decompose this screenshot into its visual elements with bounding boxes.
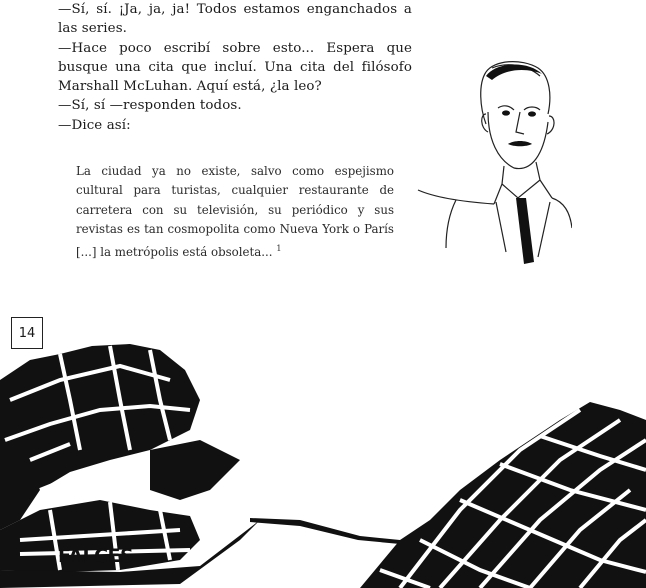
dialogue-line: —Hace poco escribí sobre esto... Espera que busque una cita que incluí. Una cita del filósofo Marshall McLuhan. Aquí está, ¿la leo?: [58, 40, 412, 95]
map-label: FALCES: [58, 545, 134, 567]
portrait-illustration: [416, 52, 572, 264]
block-quote: [76, 162, 394, 262]
dialogue-line: —Sí, sí. ¡Ja, ja, ja! Todos estamos enganchados a las series.: [58, 2, 412, 37]
page-number: 14: [11, 317, 43, 349]
dialogue-text: [58, 0, 412, 135]
quote-text: La ciudad ya no existe, salvo como espejismo cultural para turistas, cualquier restaurante de carretera con su televisión, su periódico y sus revistas es tan cosmopolita como Nueva York o París [...] la metrópolis está obsoleta...: [76, 164, 394, 260]
dialogue-line: —Sí, sí —responden todos.: [58, 98, 242, 114]
dialogue-line: —Dice así:: [58, 117, 131, 133]
footnote-marker: 1: [276, 244, 282, 254]
